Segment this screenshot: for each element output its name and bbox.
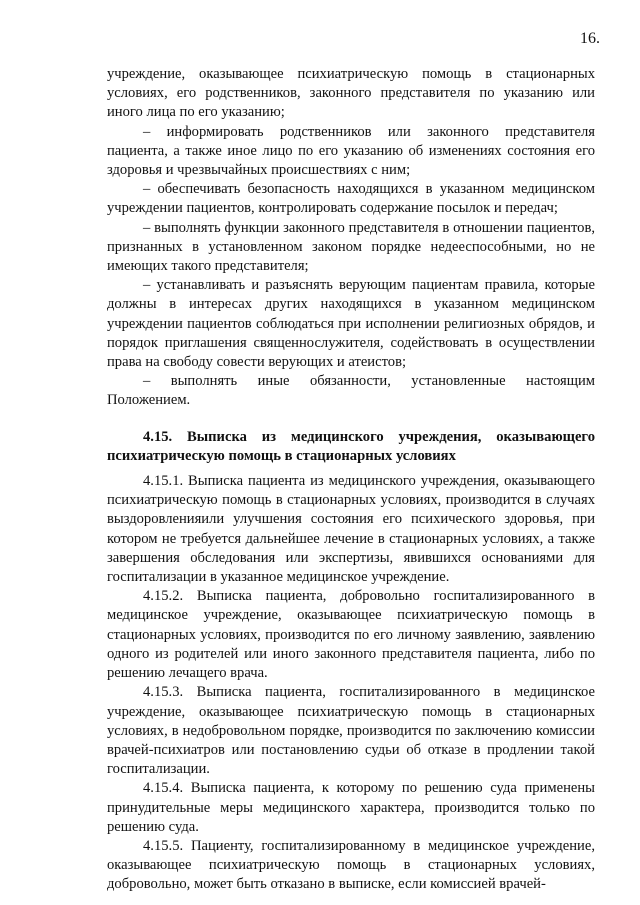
body-paragraph: 4.15.4. Выписка пациента, к которому по решению суда применены принудительные меры медицинского характера, производится только по решению суда. <box>107 780 595 835</box>
section-heading: 4.15. Выписка из медицинского учреждения, оказывающего психиатрическую помощь в стационарных условиях <box>107 428 595 464</box>
body-paragraph: 4.15.5. Пациенту, госпитализированному в медицинское учреждение, оказывающее психиатрическую помощь в стационарных условиях, добровольно, может быть отказано в выписке, если комиссией врачей- <box>107 837 595 893</box>
page-number: 16. <box>580 30 600 47</box>
list-item: – выполнять иные обязанности, установленные настоящим Положением. <box>107 373 595 409</box>
list-item: – устанавливать и разъяснять верующим пациентам правила, которые должны в интересах других находящихся в указанном медицинском учреждении пациентов соблюдаться при исполнении религиозных обрядов, и порядок приглашения священнослужителя, содействовать в осуществлении права на свободу совести верующих и атеистов; <box>107 277 595 371</box>
body-paragraph: учреждение, оказывающее психиатрическую помощь в стационарных условиях, его родственников, законного представителя по указанию или иного лица по его указанию; <box>107 66 595 121</box>
body-paragraph: 4.15.2. Выписка пациента, добровольно госпитализированного в медицинское учреждение, оказывающее психиатрическую помощь в стационарных условиях, производится по его личному заявлению, заявлению одного из родителей или иного законного представителя пациента, либо по решению лечащего врача. <box>107 588 595 682</box>
body-paragraph: 4.15.1. Выписка пациента из медицинского учреждения, оказывающего психиатрическую помощь в стационарных условиях, производится в случаях выздоровленияили улучшения состояния его психического здоровья, при котором не требуется дальнейшее лечение в стационарных условиях, а также завершения обследования или экспертизы, явившихся основаниями для госпитализации в указанное медицинское учреждение. <box>107 473 595 586</box>
list-item: – выполнять функции законного представителя в отношении пациентов, признанных в установленном законом порядке недееспособными, но не имеющих такого представителя; <box>107 219 595 275</box>
list-item: – обеспечивать безопасность находящихся в указанном медицинском учреждении пациентов, контролировать содержание посылок и передач; <box>107 181 595 217</box>
body-paragraph: 4.15.3. Выписка пациента, госпитализированного в медицинское учреждение, оказывающее психиатрическую помощь в стационарных условиях, в недобровольном порядке, производится по заключению комиссии врачей-психиатров или постановлению судьи об отказе в продлении такой госпитализации. <box>107 684 595 778</box>
document-body <box>107 65 595 895</box>
list-item: – информировать родственников или законного представителя пациента, а также иное лицо по его указанию об изменениях состояния его здоровья и чрезвычайных происшествиях с ним; <box>107 123 595 179</box>
